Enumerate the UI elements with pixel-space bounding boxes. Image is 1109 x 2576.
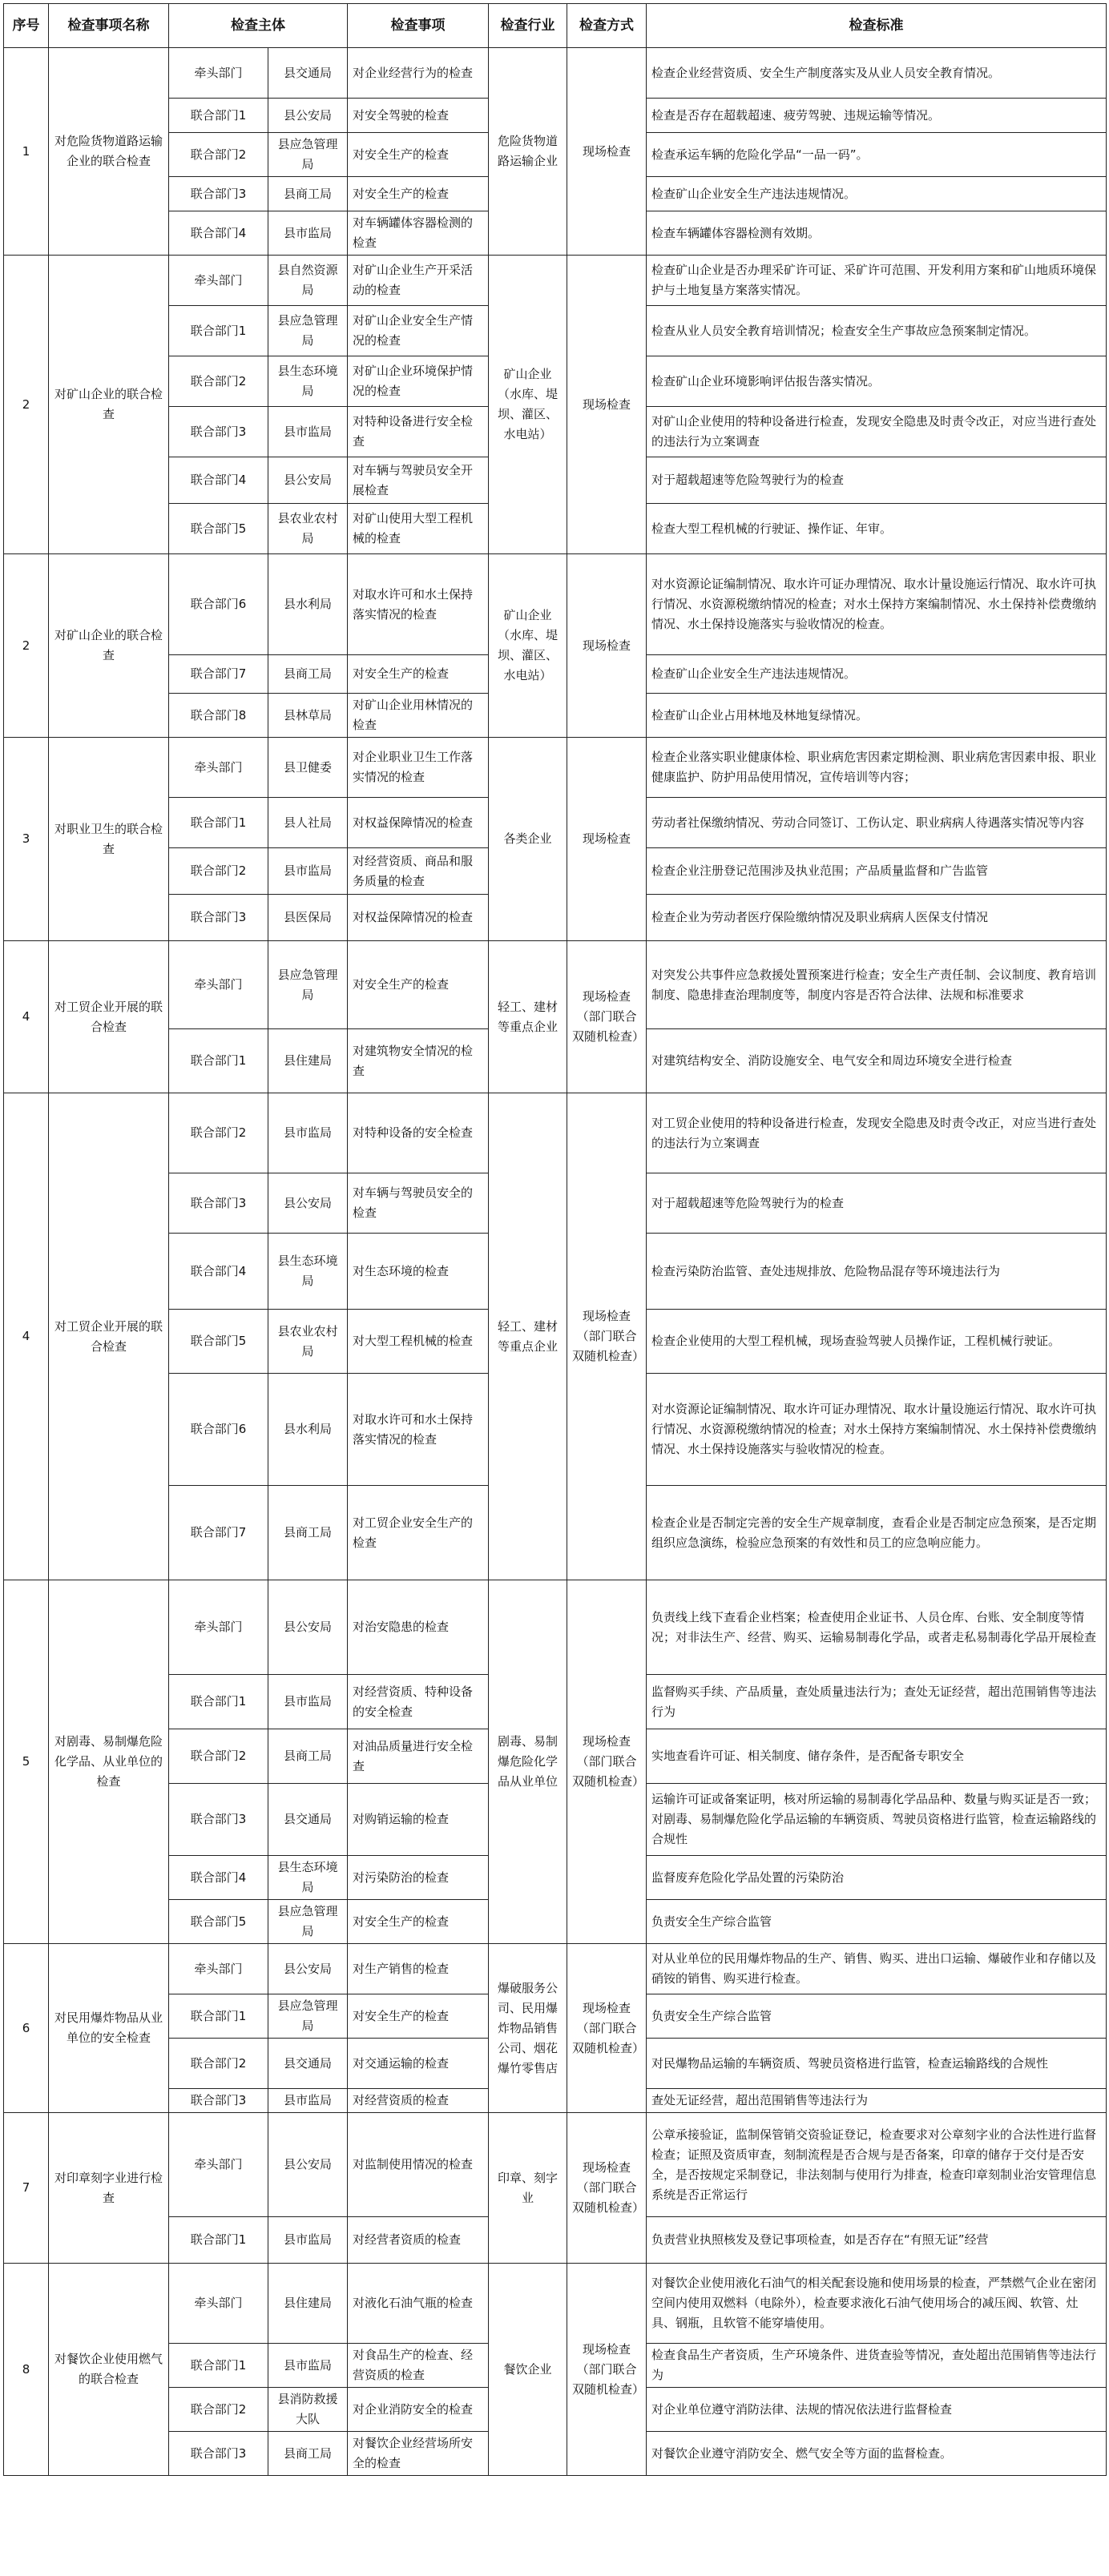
- table-row: [4, 1944, 1107, 1994]
- dept-cell: 县市监局: [268, 848, 348, 895]
- table-row: [4, 1580, 1107, 1675]
- standard-cell: 检查矿山企业安全生产违法违规情况。: [647, 655, 1107, 694]
- matter-cell: 对矿山企业安全生产情况的检查: [348, 306, 489, 356]
- dept-cell: 县商工局: [268, 177, 348, 211]
- role-cell: 联合部门1: [169, 99, 268, 133]
- dept-cell: 县医保局: [268, 895, 348, 941]
- role-cell: 联合部门2: [169, 2388, 268, 2432]
- standard-cell: 对水资源论证编制情况、取水许可证办理情况、取水计量设施运行情况、取水许可执行情况、水资源税缴纳情况的检查；对水土保持方案编制情况、水土保持补偿费缴纳情况、水土保持设施落实与验收情况的检查。: [647, 1374, 1107, 1486]
- item-name-cell: 对职业卫生的联合检查: [49, 738, 169, 941]
- role-cell: 联合部门3: [169, 1173, 268, 1234]
- role-cell: 联合部门6: [169, 554, 268, 655]
- matter-cell: 对车辆罐体容器检测的检查: [348, 211, 489, 256]
- role-cell: 联合部门4: [169, 457, 268, 504]
- standard-cell: 劳动者社保缴纳情况、劳动合同签订、工伤认定、职业病病人待遇落实情况等内容: [647, 798, 1107, 848]
- matter-cell: 对权益保障情况的检查: [348, 895, 489, 941]
- seq-cell: 8: [4, 2264, 49, 2476]
- table-row: [4, 554, 1107, 655]
- item-name-cell: 对餐饮企业使用燃气的联合检查: [49, 2264, 169, 2476]
- matter-cell: 对建筑物安全情况的检查: [348, 1029, 489, 1093]
- method-cell: 现场检查（部门联合双随机检查）: [567, 1944, 647, 2113]
- header-matter: 检查事项: [348, 4, 489, 48]
- matter-cell: 对企业消防安全的检查: [348, 2388, 489, 2432]
- table-header-row: [4, 4, 1107, 48]
- standard-cell: 检查企业是否制定完善的安全生产规章制度，查看企业是否制定应急预案，是否定期组织应急演练，检验应急预案的有效性和员工的应急响应能力。: [647, 1486, 1107, 1580]
- matter-cell: 对矿山使用大型工程机械的检查: [348, 504, 489, 554]
- role-cell: 联合部门1: [169, 306, 268, 356]
- seq-cell: 5: [4, 1580, 49, 1944]
- matter-cell: 对食品生产的检查、经营资质的检查: [348, 2344, 489, 2388]
- seq-cell: 4: [4, 941, 49, 1093]
- table-body: [4, 48, 1107, 2476]
- header-seq: 序号: [4, 4, 49, 48]
- table-row: [4, 256, 1107, 306]
- matter-cell: 对安全生产的检查: [348, 1900, 489, 1944]
- role-cell: 联合部门3: [169, 1784, 268, 1856]
- matter-cell: 对餐饮企业经营场所安全的检查: [348, 2432, 489, 2476]
- seq-cell: 4: [4, 1093, 49, 1580]
- role-cell: 联合部门3: [169, 2432, 268, 2476]
- dept-cell: 县公安局: [268, 1580, 348, 1675]
- standard-cell: 负责营业执照核发及登记事项检查，如是否存在“有照无证”经营: [647, 2217, 1107, 2264]
- dept-cell: 县住建局: [268, 1029, 348, 1093]
- header-industry: 检查行业: [489, 4, 567, 48]
- standard-cell: 对矿山企业使用的特种设备进行检查，发现安全隐患及时责令改正，对应当进行查处的违法行为立案调查: [647, 407, 1107, 457]
- method-cell: 现场检查（部门联合双随机检查）: [567, 941, 647, 1093]
- table-row: [4, 2264, 1107, 2344]
- standard-cell: 检查矿山企业是否办理采矿许可证、采矿许可范围、开发利用方案和矿山地质环境保护与土地复垦方案落实情况。: [647, 256, 1107, 306]
- matter-cell: 对经营资质、商品和服务质量的检查: [348, 848, 489, 895]
- role-cell: 联合部门1: [169, 2344, 268, 2388]
- matter-cell: 对取水许可和水土保持落实情况的检查: [348, 554, 489, 655]
- matter-cell: 对企业经营行为的检查: [348, 48, 489, 99]
- item-name-cell: 对民用爆炸物品从业单位的安全检查: [49, 1944, 169, 2113]
- role-cell: 联合部门1: [169, 1675, 268, 1729]
- standard-cell: 运输许可证或备案证明，核对所运输的易制毒化学品品种、数量与购买证是否一致；对剧毒、易制爆危险化学品运输的车辆资质、驾驶员资格进行监管，检查运输路线的合规性: [647, 1784, 1107, 1856]
- standard-cell: 对突发公共事件应急救援处置预案进行检查；安全生产责任制、会议制度、教育培训制度、隐患排查治理制度等，制度内容是否符合法律、法规和标准要求: [647, 941, 1107, 1029]
- standard-cell: 对餐饮企业使用液化石油气的相关配套设施和使用场景的检查，严禁燃气企业在密闭空间内使用双燃料（电除外），检查要求液化石油气使用场合的减压阀、软管、灶具、钢瓶，且软管不能穿墙使用。: [647, 2264, 1107, 2344]
- role-cell: 牵头部门: [169, 1580, 268, 1675]
- role-cell: 联合部门2: [169, 2039, 268, 2089]
- dept-cell: 县卫健委: [268, 738, 348, 798]
- inspection-table: [3, 3, 1107, 2476]
- dept-cell: 县商工局: [268, 655, 348, 694]
- matter-cell: 对污染防治的检查: [348, 1856, 489, 1900]
- item-name-cell: 对印章刻字业进行检查: [49, 2113, 169, 2264]
- role-cell: 联合部门1: [169, 2217, 268, 2264]
- role-cell: 联合部门8: [169, 694, 268, 738]
- dept-cell: 县应急管理局: [268, 1994, 348, 2039]
- method-cell: 现场检查: [567, 554, 647, 738]
- dept-cell: 县商工局: [268, 2432, 348, 2476]
- standard-cell: 监督废弃危险化学品处置的污染防治: [647, 1856, 1107, 1900]
- matter-cell: 对安全驾驶的检查: [348, 99, 489, 133]
- role-cell: 牵头部门: [169, 1944, 268, 1994]
- matter-cell: 对安全生产的检查: [348, 941, 489, 1029]
- seq-cell: 2: [4, 554, 49, 738]
- matter-cell: 对液化石油气瓶的检查: [348, 2264, 489, 2344]
- dept-cell: 县公安局: [268, 1173, 348, 1234]
- role-cell: 联合部门5: [169, 504, 268, 554]
- role-cell: 联合部门4: [169, 211, 268, 256]
- standard-cell: 负责安全生产综合监管: [647, 1900, 1107, 1944]
- matter-cell: 对监制使用情况的检查: [348, 2113, 489, 2217]
- standard-cell: 检查矿山企业环境影响评估报告落实情况。: [647, 356, 1107, 407]
- industry-cell: 爆破服务公司、民用爆炸物品销售公司、烟花爆竹零售店: [489, 1944, 567, 2113]
- table-row: [4, 48, 1107, 99]
- item-name-cell: 对工贸企业开展的联合检查: [49, 941, 169, 1093]
- dept-cell: 县生态环境局: [268, 1856, 348, 1900]
- standard-cell: 对企业单位遵守消防法律、法规的情况依法进行监督检查: [647, 2388, 1107, 2432]
- dept-cell: 县水利局: [268, 1374, 348, 1486]
- standard-cell: 公章承接验证，监制保管销交资验证登记，检查要求对公章刻字业的合法性进行监督检查；证照及资质审查，刻制流程是否合规与是否备案，印章的储存于交付是否安全，是否按规定采制登记，非法刻制与使用行为排查，检查印章刻制业治安管理信息系统是否正常运行: [647, 2113, 1107, 2217]
- standard-cell: 对建筑结构安全、消防设施安全、电气安全和周边环境安全进行检查: [647, 1029, 1107, 1093]
- seq-cell: 3: [4, 738, 49, 941]
- matter-cell: 对经营者资质的检查: [348, 2217, 489, 2264]
- industry-cell: 矿山企业（水库、堤坝、灌区、水电站）: [489, 256, 567, 554]
- item-name-cell: 对工贸企业开展的联合检查: [49, 1093, 169, 1580]
- matter-cell: 对矿山企业环境保护情况的检查: [348, 356, 489, 407]
- table-row: [4, 738, 1107, 798]
- standard-cell: 负责线上线下查看企业档案；检查使用企业证书、人员仓库、台账、安全制度等情况；对非法生产、经营、购买、运输易制毒化学品，或者走私易制毒化学品开展检查: [647, 1580, 1107, 1675]
- matter-cell: 对车辆与驾驶员安全的检查: [348, 1173, 489, 1234]
- role-cell: 联合部门4: [169, 1856, 268, 1900]
- standard-cell: 对从业单位的民用爆炸物品的生产、销售、购买、进出口运输、爆破作业和存储以及硝铵的销售、购买进行检查。: [647, 1944, 1107, 1994]
- table-row: [4, 2113, 1107, 2217]
- standard-cell: 对水资源论证编制情况、取水许可证办理情况、取水计量设施运行情况、取水许可执行情况、水资源税缴纳情况的检查；对水土保持方案编制情况、水土保持补偿费缴纳情况、水土保持设施落实与验收情况的检查。: [647, 554, 1107, 655]
- industry-cell: 剧毒、易制爆危险化学品从业单位: [489, 1580, 567, 1944]
- dept-cell: 县公安局: [268, 457, 348, 504]
- matter-cell: 对生态环境的检查: [348, 1234, 489, 1310]
- matter-cell: 对安全生产的检查: [348, 133, 489, 177]
- dept-cell: 县公安局: [268, 2113, 348, 2217]
- matter-cell: 对工贸企业安全生产的检查: [348, 1486, 489, 1580]
- matter-cell: 对经营资质、特种设备的安全检查: [348, 1675, 489, 1729]
- dept-cell: 县商工局: [268, 1486, 348, 1580]
- matter-cell: 对安全生产的检查: [348, 655, 489, 694]
- matter-cell: 对生产销售的检查: [348, 1944, 489, 1994]
- method-cell: 现场检查（部门联合双随机检查）: [567, 1093, 647, 1580]
- matter-cell: 对矿山企业生产开采活动的检查: [348, 256, 489, 306]
- role-cell: 联合部门4: [169, 1234, 268, 1310]
- header-standard: 检查标准: [647, 4, 1107, 48]
- industry-cell: 矿山企业（水库、堤坝、灌区、水电站）: [489, 554, 567, 738]
- dept-cell: 县生态环境局: [268, 1234, 348, 1310]
- method-cell: 现场检查（部门联合双随机检查）: [567, 2113, 647, 2264]
- standard-cell: 检查污染防治监管、查处违规排放、危险物品混存等环境违法行为: [647, 1234, 1107, 1310]
- dept-cell: 县商工局: [268, 1729, 348, 1784]
- industry-cell: 各类企业: [489, 738, 567, 941]
- role-cell: 联合部门3: [169, 2089, 268, 2113]
- matter-cell: 对特种设备的安全检查: [348, 1093, 489, 1173]
- dept-cell: 县应急管理局: [268, 133, 348, 177]
- matter-cell: 对取水许可和水土保持落实情况的检查: [348, 1374, 489, 1486]
- dept-cell: 县生态环境局: [268, 356, 348, 407]
- method-cell: 现场检查（部门联合双随机检查）: [567, 1580, 647, 1944]
- dept-cell: 县消防救援大队: [268, 2388, 348, 2432]
- standard-cell: 检查企业注册登记范围涉及执业范围；产品质量监督和广告监管: [647, 848, 1107, 895]
- dept-cell: 县市监局: [268, 1093, 348, 1173]
- standard-cell: 对民爆物品运输的车辆资质、驾驶员资格进行监管，检查运输路线的合规性: [647, 2039, 1107, 2089]
- industry-cell: 危险货物道路运输企业: [489, 48, 567, 256]
- industry-cell: 印章、刻字业: [489, 2113, 567, 2264]
- standard-cell: 对工贸企业使用的特种设备进行检查，发现安全隐患及时责令改正，对应当进行查处的违法行为立案调查: [647, 1093, 1107, 1173]
- table-row: [4, 1093, 1107, 1173]
- item-name-cell: 对剧毒、易制爆危险化学品、从业单位的检查: [49, 1580, 169, 1944]
- header-item-name: 检查事项名称: [49, 4, 169, 48]
- standard-cell: 检查承运车辆的危险化学品“一品一码”。: [647, 133, 1107, 177]
- dept-cell: 县市监局: [268, 2217, 348, 2264]
- matter-cell: 对经营资质的检查: [348, 2089, 489, 2113]
- standard-cell: 对餐饮企业遵守消防安全、燃气安全等方面的监督检查。: [647, 2432, 1107, 2476]
- standard-cell: 监督购买手续、产品质量，查处质量违法行为；查处无证经营，超出范围销售等违法行为: [647, 1675, 1107, 1729]
- standard-cell: 检查企业经营资质、安全生产制度落实及从业人员安全教育情况。: [647, 48, 1107, 99]
- industry-cell: 餐饮企业: [489, 2264, 567, 2476]
- standard-cell: 检查是否存在超载超速、疲劳驾驶、违规运输等情况。: [647, 99, 1107, 133]
- item-name-cell: 对危险货物道路运输企业的联合检查: [49, 48, 169, 256]
- dept-cell: 县林草局: [268, 694, 348, 738]
- standard-cell: 检查车辆罐体容器检测有效期。: [647, 211, 1107, 256]
- standard-cell: 负责安全生产综合监管: [647, 1994, 1107, 2039]
- role-cell: 联合部门6: [169, 1374, 268, 1486]
- header-subject: 检查主体: [169, 4, 348, 48]
- standard-cell: 对于超载超速等危险驾驶行为的检查: [647, 1173, 1107, 1234]
- standard-cell: 检查食品生产者资质，生产环境条件、进货查验等情况，查处超出范围销售等违法行为: [647, 2344, 1107, 2388]
- role-cell: 联合部门2: [169, 1729, 268, 1784]
- role-cell: 牵头部门: [169, 2264, 268, 2344]
- dept-cell: 县农业农村局: [268, 1310, 348, 1374]
- standard-cell: 检查大型工程机械的行驶证、操作证、年审。: [647, 504, 1107, 554]
- role-cell: 联合部门1: [169, 1029, 268, 1093]
- role-cell: 联合部门3: [169, 177, 268, 211]
- role-cell: 牵头部门: [169, 738, 268, 798]
- matter-cell: 对治安隐患的检查: [348, 1580, 489, 1675]
- role-cell: 联合部门1: [169, 1994, 268, 2039]
- matter-cell: 对特种设备进行安全检查: [348, 407, 489, 457]
- dept-cell: 县公安局: [268, 99, 348, 133]
- standard-cell: 检查矿山企业安全生产违法违规情况。: [647, 177, 1107, 211]
- dept-cell: 县市监局: [268, 211, 348, 256]
- matter-cell: 对交通运输的检查: [348, 2039, 489, 2089]
- role-cell: 牵头部门: [169, 2113, 268, 2217]
- item-name-cell: 对矿山企业的联合检查: [49, 554, 169, 738]
- standard-cell: 检查企业为劳动者医疗保险缴纳情况及职业病病人医保支付情况: [647, 895, 1107, 941]
- role-cell: 联合部门5: [169, 1310, 268, 1374]
- role-cell: 联合部门5: [169, 1900, 268, 1944]
- industry-cell: 轻工、建材等重点企业: [489, 1093, 567, 1580]
- matter-cell: 对购销运输的检查: [348, 1784, 489, 1856]
- matter-cell: 对车辆与驾驶员安全开展检查: [348, 457, 489, 504]
- role-cell: 牵头部门: [169, 48, 268, 99]
- role-cell: 牵头部门: [169, 941, 268, 1029]
- dept-cell: 县应急管理局: [268, 1900, 348, 1944]
- matter-cell: 对矿山企业用林情况的检查: [348, 694, 489, 738]
- role-cell: 联合部门2: [169, 1093, 268, 1173]
- role-cell: 联合部门3: [169, 407, 268, 457]
- matter-cell: 对安全生产的检查: [348, 1994, 489, 2039]
- dept-cell: 县农业农村局: [268, 504, 348, 554]
- matter-cell: 对油品质量进行安全检查: [348, 1729, 489, 1784]
- role-cell: 联合部门3: [169, 895, 268, 941]
- method-cell: 现场检查（部门联合双随机检查）: [567, 2264, 647, 2476]
- standard-cell: 检查企业使用的大型工程机械，现场查验驾驶人员操作证，工程机械行驶证。: [647, 1310, 1107, 1374]
- dept-cell: 县交通局: [268, 1784, 348, 1856]
- dept-cell: 县住建局: [268, 2264, 348, 2344]
- table-row: [4, 941, 1107, 1029]
- header-method: 检查方式: [567, 4, 647, 48]
- role-cell: 联合部门1: [169, 798, 268, 848]
- dept-cell: 县公安局: [268, 1944, 348, 1994]
- standard-cell: 检查矿山企业占用林地及林地复绿情况。: [647, 694, 1107, 738]
- role-cell: 联合部门7: [169, 1486, 268, 1580]
- dept-cell: 县应急管理局: [268, 306, 348, 356]
- matter-cell: 对大型工程机械的检查: [348, 1310, 489, 1374]
- matter-cell: 对安全生产的检查: [348, 177, 489, 211]
- dept-cell: 县市监局: [268, 407, 348, 457]
- role-cell: 联合部门7: [169, 655, 268, 694]
- dept-cell: 县人社局: [268, 798, 348, 848]
- matter-cell: 对权益保障情况的检查: [348, 798, 489, 848]
- item-name-cell: 对矿山企业的联合检查: [49, 256, 169, 554]
- dept-cell: 县市监局: [268, 2344, 348, 2388]
- method-cell: 现场检查: [567, 256, 647, 554]
- standard-cell: 对于超载超速等危险驾驶行为的检查: [647, 457, 1107, 504]
- role-cell: 联合部门2: [169, 848, 268, 895]
- seq-cell: 7: [4, 2113, 49, 2264]
- method-cell: 现场检查: [567, 738, 647, 941]
- dept-cell: 县水利局: [268, 554, 348, 655]
- dept-cell: 县自然资源局: [268, 256, 348, 306]
- role-cell: 联合部门2: [169, 133, 268, 177]
- role-cell: 牵头部门: [169, 256, 268, 306]
- method-cell: 现场检查: [567, 48, 647, 256]
- role-cell: 联合部门2: [169, 356, 268, 407]
- dept-cell: 县交通局: [268, 2039, 348, 2089]
- dept-cell: 县市监局: [268, 1675, 348, 1729]
- dept-cell: 县市监局: [268, 2089, 348, 2113]
- standard-cell: 查处无证经营，超出范围销售等违法行为: [647, 2089, 1107, 2113]
- seq-cell: 2: [4, 256, 49, 554]
- dept-cell: 县应急管理局: [268, 941, 348, 1029]
- industry-cell: 轻工、建材等重点企业: [489, 941, 567, 1093]
- standard-cell: 检查企业落实职业健康体检、职业病危害因素定期检测、职业病危害因素申报、职业健康监护、防护用品使用情况，宣传培训等内容；: [647, 738, 1107, 798]
- seq-cell: 1: [4, 48, 49, 256]
- dept-cell: 县交通局: [268, 48, 348, 99]
- matter-cell: 对企业职业卫生工作落实情况的检查: [348, 738, 489, 798]
- standard-cell: 实地查看许可证、相关制度、储存条件，是否配备专职安全: [647, 1729, 1107, 1784]
- seq-cell: 6: [4, 1944, 49, 2113]
- standard-cell: 检查从业人员安全教育培训情况；检查安全生产事故应急预案制定情况。: [647, 306, 1107, 356]
